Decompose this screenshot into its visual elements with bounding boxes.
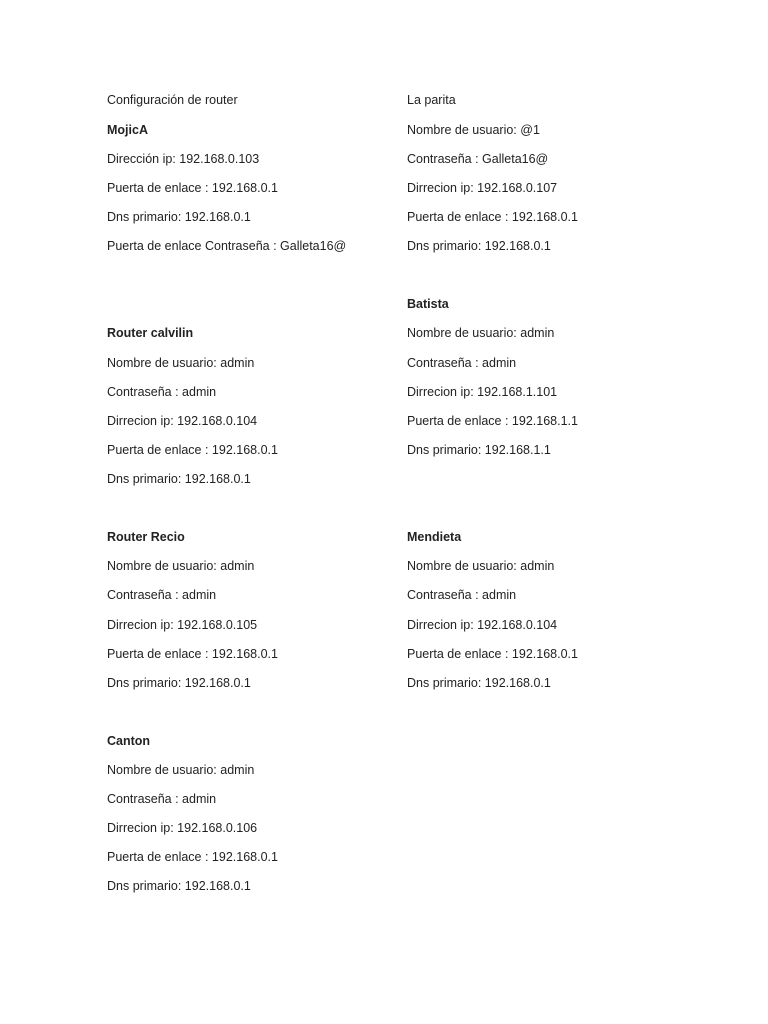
canton-gateway: Puerta de enlace : 192.168.0.1 — [107, 850, 278, 864]
batista-gateway: Puerta de enlace : 192.168.1.1 — [407, 414, 578, 428]
batista-ip: Dirrecion ip: 192.168.1.101 — [407, 385, 558, 399]
la-parita-password: Contraseña : Galleta16@ — [407, 152, 549, 166]
section-heading-la-parita: La parita — [407, 93, 456, 107]
mojica-gateway: Puerta de enlace : 192.168.0.1 — [107, 181, 278, 195]
calvilin-gateway: Puerta de enlace : 192.168.0.1 — [107, 443, 278, 457]
canton-dns: Dns primario: 192.168.0.1 — [107, 879, 251, 893]
mojica-gateway-password: Puerta de enlace Contraseña : Galleta16@ — [107, 239, 347, 253]
section-heading-mendieta: Mendieta — [407, 530, 462, 544]
mendieta-password: Contraseña : admin — [407, 588, 517, 602]
mendieta-dns: Dns primario: 192.168.0.1 — [407, 676, 551, 690]
batista-user: Nombre de usuario: admin — [407, 326, 555, 340]
mojica-ip: Dirección ip: 192.168.0.103 — [107, 152, 260, 166]
calvilin-user: Nombre de usuario: admin — [107, 356, 255, 370]
recio-password: Contraseña : admin — [107, 588, 217, 602]
canton-ip: Dirrecion ip: 192.168.0.106 — [107, 821, 258, 835]
la-parita-gateway: Puerta de enlace : 192.168.0.1 — [407, 210, 578, 224]
mendieta-user: Nombre de usuario: admin — [407, 559, 555, 573]
recio-user: Nombre de usuario: admin — [107, 559, 255, 573]
canton-password: Contraseña : admin — [107, 792, 217, 806]
calvilin-dns: Dns primario: 192.168.0.1 — [107, 472, 251, 486]
section-heading-canton: Canton — [107, 734, 151, 748]
mendieta-ip: Dirrecion ip: 192.168.0.104 — [407, 618, 558, 632]
recio-ip: Dirrecion ip: 192.168.0.105 — [107, 618, 258, 632]
calvilin-ip: Dirrecion ip: 192.168.0.104 — [107, 414, 258, 428]
document-title: Configuración de router — [107, 93, 238, 107]
calvilin-password: Contraseña : admin — [107, 385, 217, 399]
canton-user: Nombre de usuario: admin — [107, 763, 255, 777]
section-heading-recio: Router Recio — [107, 530, 185, 544]
recio-gateway: Puerta de enlace : 192.168.0.1 — [107, 647, 278, 661]
batista-dns: Dns primario: 192.168.1.1 — [407, 443, 551, 457]
la-parita-ip: Dirrecion ip: 192.168.0.107 — [407, 181, 558, 195]
batista-password: Contraseña : admin — [407, 356, 517, 370]
mojica-dns: Dns primario: 192.168.0.1 — [107, 210, 251, 224]
section-heading-calvilin: Router calvilin — [107, 326, 194, 340]
mendieta-gateway: Puerta de enlace : 192.168.0.1 — [407, 647, 578, 661]
recio-dns: Dns primario: 192.168.0.1 — [107, 676, 251, 690]
la-parita-user: Nombre de usuario: @1 — [407, 123, 540, 137]
section-heading-mojica: MojicA — [107, 123, 148, 137]
section-heading-batista: Batista — [407, 297, 449, 311]
la-parita-dns: Dns primario: 192.168.0.1 — [407, 239, 551, 253]
